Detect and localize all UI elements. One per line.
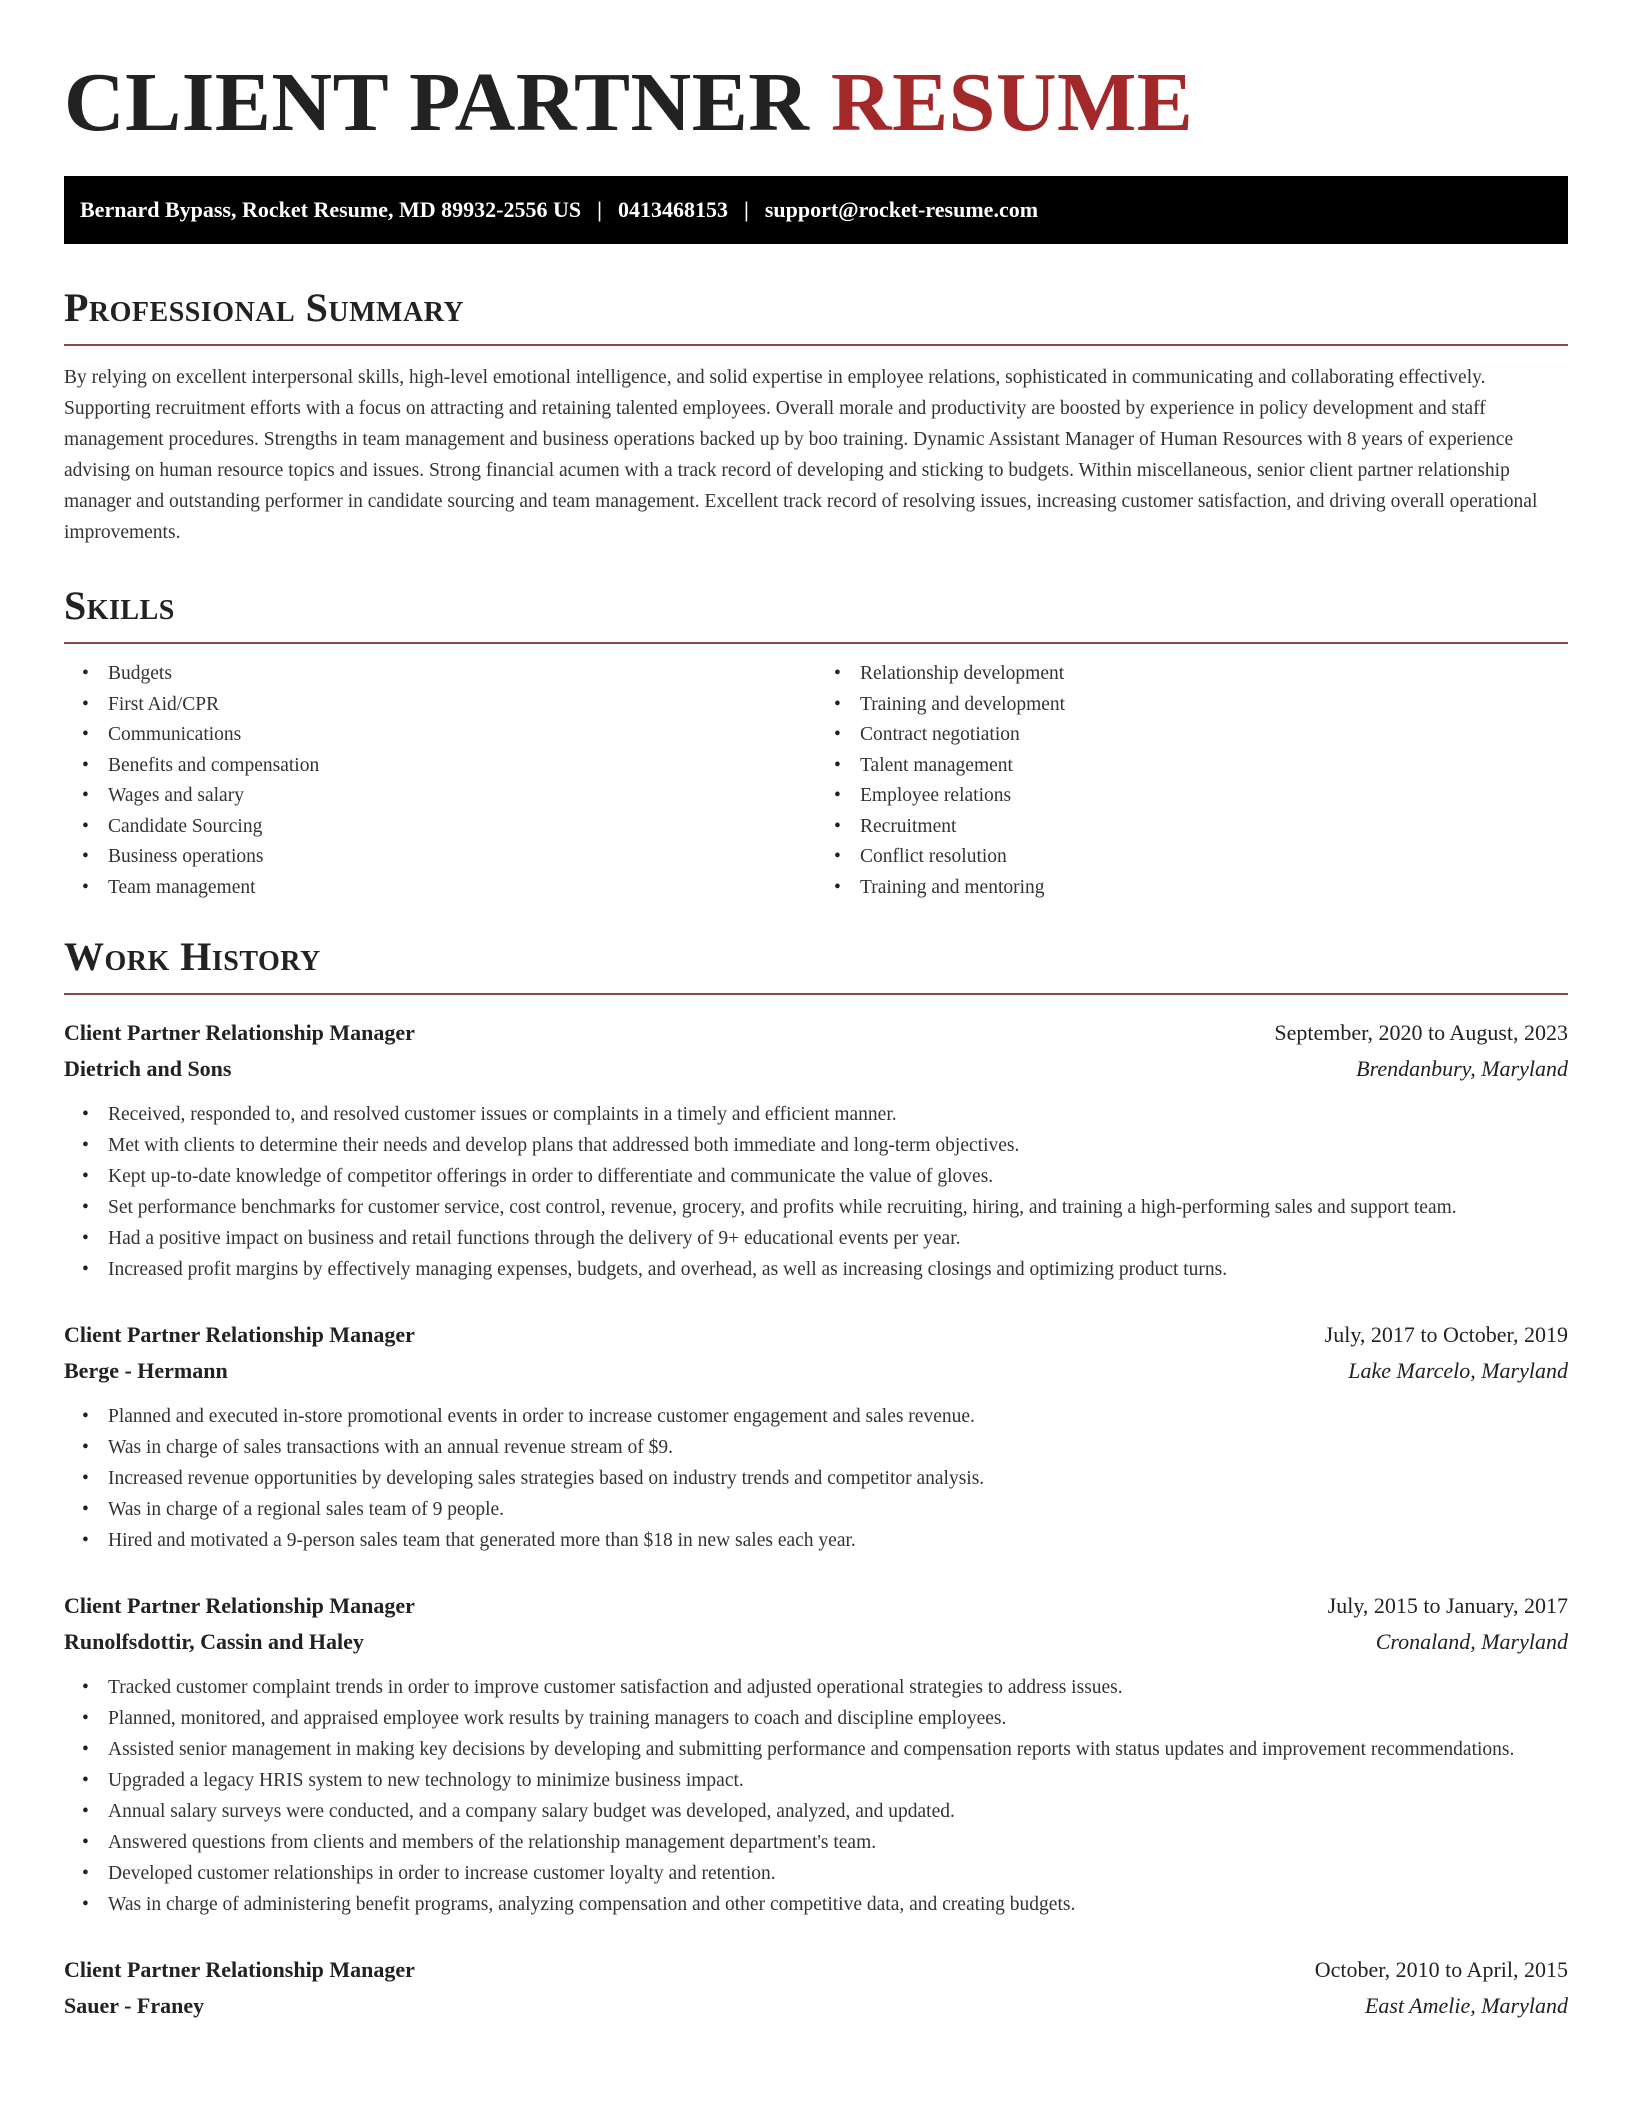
- job-company-row: [64, 1353, 1568, 1389]
- contact-phone[interactable]: 0413468153: [617, 197, 728, 222]
- job-company: Dietrich and Sons: [64, 1056, 232, 1081]
- skills-right-column: [816, 659, 1568, 903]
- job-bullet: • Increased revenue opportunities by developing sales strategies based on industry trends and competitor analysis.: [108, 1463, 1568, 1494]
- job-location: East Amelie, Maryland: [1364, 1993, 1568, 2018]
- skill-item: • Team management: [108, 873, 816, 904]
- job-company: Sauer - Franey: [64, 1993, 205, 2018]
- contact-separator: |: [743, 197, 749, 222]
- skill-item: • Communications: [108, 720, 816, 751]
- skill-item: • Candidate Sourcing: [108, 812, 816, 843]
- job-bullet: • Had a positive impact on business and retail functions through the delivery of 9+ educational events per year.: [108, 1223, 1568, 1254]
- job-bullet-list: [64, 1401, 1568, 1556]
- job-header-row: [64, 1317, 1568, 1353]
- title-accent: RESUME: [830, 56, 1194, 149]
- skill-item: • First Aid/CPR: [108, 690, 816, 721]
- job-bullet: • Tracked customer complaint trends in order to improve customer satisfaction and adjusted operational strategies to address issues.: [108, 1672, 1568, 1703]
- skill-item: • Wages and salary: [108, 781, 816, 812]
- skill-item: • Budgets: [108, 659, 816, 690]
- job-company-row: [64, 1988, 1568, 2024]
- job-bullet: • Set performance benchmarks for customer service, cost control, revenue, grocery, and profits while recruiting, hiring, and training a high-performing sales and support team.: [108, 1192, 1568, 1223]
- work-history-heading: Work History: [64, 933, 1568, 995]
- job-dates: October, 2010 to April, 2015: [1314, 1957, 1568, 1982]
- contact-separator: |: [597, 197, 602, 222]
- summary-heading: Professional Summary: [64, 284, 1568, 346]
- job-header-row: [64, 1952, 1568, 1988]
- skills-section: [64, 582, 1568, 903]
- skill-item: • Training and development: [860, 690, 1568, 721]
- job-location: Cronaland, Maryland: [1375, 1629, 1568, 1654]
- job-bullet: • Increased profit margins by effectively managing expenses, budgets, and overhead, as well as increasing closings and optimizing product turns.: [108, 1254, 1568, 1285]
- job-entry: [64, 1317, 1568, 1556]
- work-history-section: [64, 933, 1568, 2024]
- skill-item: • Contract negotiation: [860, 720, 1568, 751]
- job-bullet: • Was in charge of sales transactions with an annual revenue stream of $9.: [108, 1432, 1568, 1463]
- skills-left-column: [64, 659, 816, 903]
- summary-section: [64, 284, 1568, 548]
- job-dates: September, 2020 to August, 2023: [1274, 1020, 1568, 1045]
- title-main: CLIENT PARTNER: [64, 56, 810, 149]
- job-bullet: • Met with clients to determine their needs and develop plans that addressed both immediate and long-term objectives.: [108, 1130, 1568, 1161]
- job-bullet: • Hired and motivated a 9-person sales team that generated more than $18 in new sales each year.: [108, 1525, 1568, 1556]
- job-bullet: • Upgraded a legacy HRIS system to new technology to minimize business impact.: [108, 1765, 1568, 1796]
- job-header-row: [64, 1588, 1568, 1624]
- job-title: Client Partner Relationship Manager: [64, 1322, 415, 1347]
- job-bullet-list: [64, 1672, 1568, 1920]
- job-title: Client Partner Relationship Manager: [64, 1020, 415, 1045]
- job-bullet-list: [64, 1099, 1568, 1285]
- job-entry: [64, 1015, 1568, 1285]
- job-company-row: [64, 1051, 1568, 1087]
- skill-item: • Recruitment: [860, 812, 1568, 843]
- job-company: Runolfsdottir, Cassin and Haley: [64, 1629, 364, 1654]
- job-header-row: [64, 1015, 1568, 1051]
- skills-heading: Skills: [64, 582, 1568, 644]
- skill-item: • Training and mentoring: [860, 873, 1568, 904]
- skills-grid: [64, 659, 1568, 903]
- resume-title: [64, 0, 1568, 150]
- skill-item: • Benefits and compensation: [108, 751, 816, 782]
- skill-item: • Talent management: [860, 751, 1568, 782]
- job-bullet: • Was in charge of a regional sales team of 9 people.: [108, 1494, 1568, 1525]
- job-entry: [64, 1588, 1568, 1920]
- job-company-row: [64, 1624, 1568, 1660]
- contact-address: Bernard Bypass, Rocket Resume, MD 89932-2556 US: [80, 197, 582, 222]
- job-bullet: • Was in charge of administering benefit programs, analyzing compensation and other competitive data, and creating budgets.: [108, 1889, 1568, 1920]
- job-bullet: • Answered questions from clients and members of the relationship management department's team.: [108, 1827, 1568, 1858]
- job-dates: July, 2015 to January, 2017: [1327, 1593, 1568, 1618]
- job-bullet: • Developed customer relationships in order to increase customer loyalty and retention.: [108, 1858, 1568, 1889]
- job-bullet: • Planned, monitored, and appraised employee work results by training managers to coach and discipline employees.: [108, 1703, 1568, 1734]
- job-bullet: • Kept up-to-date knowledge of competitor offerings in order to differentiate and communicate the value of gloves.: [108, 1161, 1568, 1192]
- job-title: Client Partner Relationship Manager: [64, 1593, 415, 1618]
- job-company: Berge - Hermann: [64, 1358, 228, 1383]
- job-dates: July, 2017 to October, 2019: [1324, 1322, 1568, 1347]
- skill-item: • Relationship development: [860, 659, 1568, 690]
- job-bullet: • Annual salary surveys were conducted, and a company salary budget was developed, analyzed, and updated.: [108, 1796, 1568, 1827]
- contact-email[interactable]: support@rocket-resume.com: [764, 197, 1039, 222]
- job-location: Brendanbury, Maryland: [1356, 1056, 1568, 1081]
- job-bullet: • Assisted senior management in making key decisions by developing and submitting performance and compensation reports with status updates and improvement recommendations.: [108, 1734, 1568, 1765]
- skill-item: • Employee relations: [860, 781, 1568, 812]
- job-title: Client Partner Relationship Manager: [64, 1957, 415, 1982]
- job-entry: [64, 1952, 1568, 2024]
- job-location: Lake Marcelo, Maryland: [1348, 1358, 1568, 1383]
- skill-item: • Conflict resolution: [860, 842, 1568, 873]
- contact-bar: [64, 176, 1568, 244]
- job-bullet: • Received, responded to, and resolved customer issues or complaints in a timely and efficient manner.: [108, 1099, 1568, 1130]
- skill-item: • Business operations: [108, 842, 816, 873]
- job-bullet: • Planned and executed in-store promotional events in order to increase customer engagement and sales revenue.: [108, 1401, 1568, 1432]
- summary-text: By relying on excellent interpersonal skills, high-level emotional intelligence, and solid expertise in employee relations, sophisticated in communicating and collaborating effectively. Supporting recruitment efforts with a focus on attracting and retaining talented employees. Overall morale and productivity are boosted by experience in policy development and staff management procedures. Strengths in team management and business operations backed up by boo training. Dynamic Assistant Manager of Human Resources with 8 years of experience advising on human resource topics and issues. Strong financial acumen with a track record of developing and sticking to budgets. Within miscellaneous, senior client partner relationship manager and outstanding performer in candidate sourcing and team management. Excellent track record of resolving issues, increasing customer satisfaction, and driving overall operational improvements.: [64, 367, 1538, 543]
